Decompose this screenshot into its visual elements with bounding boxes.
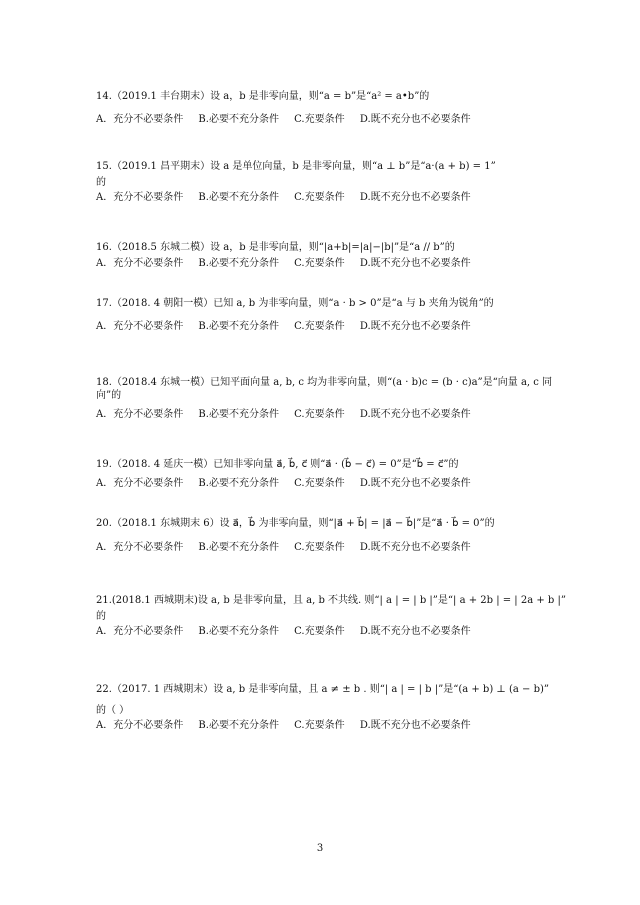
options-row [96,320,566,333]
option-a: A．充分不必要条件 [96,409,184,420]
question-20 [96,517,566,554]
options-row [96,191,566,204]
option-a: A．充分不必要条件 [96,321,184,332]
option-c: C.充要条件 [294,720,345,731]
option-b: B.必要不充分条件 [198,720,279,731]
option-b: B.必要不充分条件 [198,192,279,203]
option-b: B.必要不充分条件 [198,321,279,332]
question-stem: 17.（2018. 4 朝阳一模）已知 a, b 为非零向量，则“a · b > 0”是“a 与 b 夹角为锐角”的 [96,298,494,309]
options-row [96,541,566,554]
question-14 [96,90,566,126]
question-stem: 20.（2018.1 东城期末 6）设 a⃗，b⃗ 为非零向量，则“|a⃗ + b⃗| = |a⃗ − b⃗|”是“a⃗ · b⃗ = 0”的 [96,518,495,529]
option-b: B.必要不充分条件 [198,258,279,269]
option-c: C.充要条件 [294,542,345,553]
option-c: C.充要条件 [294,258,345,269]
question-18 [96,376,566,421]
option-d: D.既不充分也不必要条件 [359,720,471,731]
option-b: B.必要不充分条件 [198,114,279,125]
option-a: A．充分不必要条件 [96,114,184,125]
option-d: D.既不充分也不必要条件 [359,258,471,269]
option-b: B.必要不充分条件 [198,409,279,420]
question-16 [96,241,566,270]
options-row [96,625,566,638]
question-21 [96,594,566,638]
question-stem-tail: 的（ ） [96,705,130,716]
question-stem: 22.（2017. 1 西城期末）设 a, b 是非零向量，且 a ≠ ± b . 则“| a | = | b |”是“(a + b) ⊥ (a − b)” [96,684,550,695]
options-row [96,477,566,490]
options-row [96,113,566,126]
question-stem: 14.（2019.1 丰台期末）设 a，b 是非零向量，则“a = b”是“a² = a•b”的 [96,91,430,102]
option-a: A．充分不必要条件 [96,626,184,637]
option-b: B.必要不充分条件 [198,478,279,489]
question-15 [96,160,566,204]
option-a: A．充分不必要条件 [96,258,184,269]
question-stem: 15.（2019.1 昌平期末）设 a 是单位向量，b 是非零向量，则“a ⊥ b”是“a·(a + b) = 1” [96,161,496,172]
question-19 [96,458,566,490]
option-a: A．充分不必要条件 [96,720,184,731]
question-stem-tail: 的 [96,177,106,188]
options-row [96,257,566,270]
question-stem: 18.（2018.4 东城一模）已知平面向量 a, b, c 均为非零向量，则“(a · b)c = (b · c)a”是“向量 a, c 同向”的 [96,377,553,401]
question-stem: 19.（2018. 4 延庆一模）已知非零向量 a⃗, b⃗, c⃗ 则“a⃗ · (b⃗ − c⃗) = 0”是“b⃗ = c⃗”的 [96,459,459,470]
option-c: C.充要条件 [294,114,345,125]
option-c: C.充要条件 [294,626,345,637]
option-a: A．充分不必要条件 [96,192,184,203]
option-d: D.既不充分也不必要条件 [359,626,471,637]
page-number: 3 [316,843,324,854]
option-d: D.既不充分也不必要条件 [359,409,471,420]
question-stem: 16.（2018.5 东城二模）设 a，b 是非零向量，则“|a+b|=|a|−|b|”是“a // b”的 [96,242,455,253]
question-22 [96,683,566,732]
option-b: B.必要不充分条件 [198,542,279,553]
option-d: D.既不充分也不必要条件 [359,542,471,553]
option-a: A．充分不必要条件 [96,478,184,489]
option-c: C.充要条件 [294,192,345,203]
option-a: A．充分不必要条件 [96,542,184,553]
question-stem: 21.(2018.1 西城期末)设 a, b 是非零向量，且 a, b 不共线. 则“| a | = | b |”是“| a + 2b | = | 2a + b |” [96,595,566,606]
option-c: C.充要条件 [294,321,345,332]
option-c: C.充要条件 [294,409,345,420]
options-row [96,408,566,421]
option-b: B.必要不充分条件 [198,626,279,637]
option-d: D.既不充分也不必要条件 [359,321,471,332]
option-d: D.既不充分也不必要条件 [359,478,471,489]
question-stem-tail: 的 [96,611,106,622]
option-d: D.既不充分也不必要条件 [359,192,471,203]
option-c: C.充要条件 [294,478,345,489]
option-d: D.既不充分也不必要条件 [359,114,471,125]
question-17 [96,297,566,333]
options-row [96,719,566,732]
